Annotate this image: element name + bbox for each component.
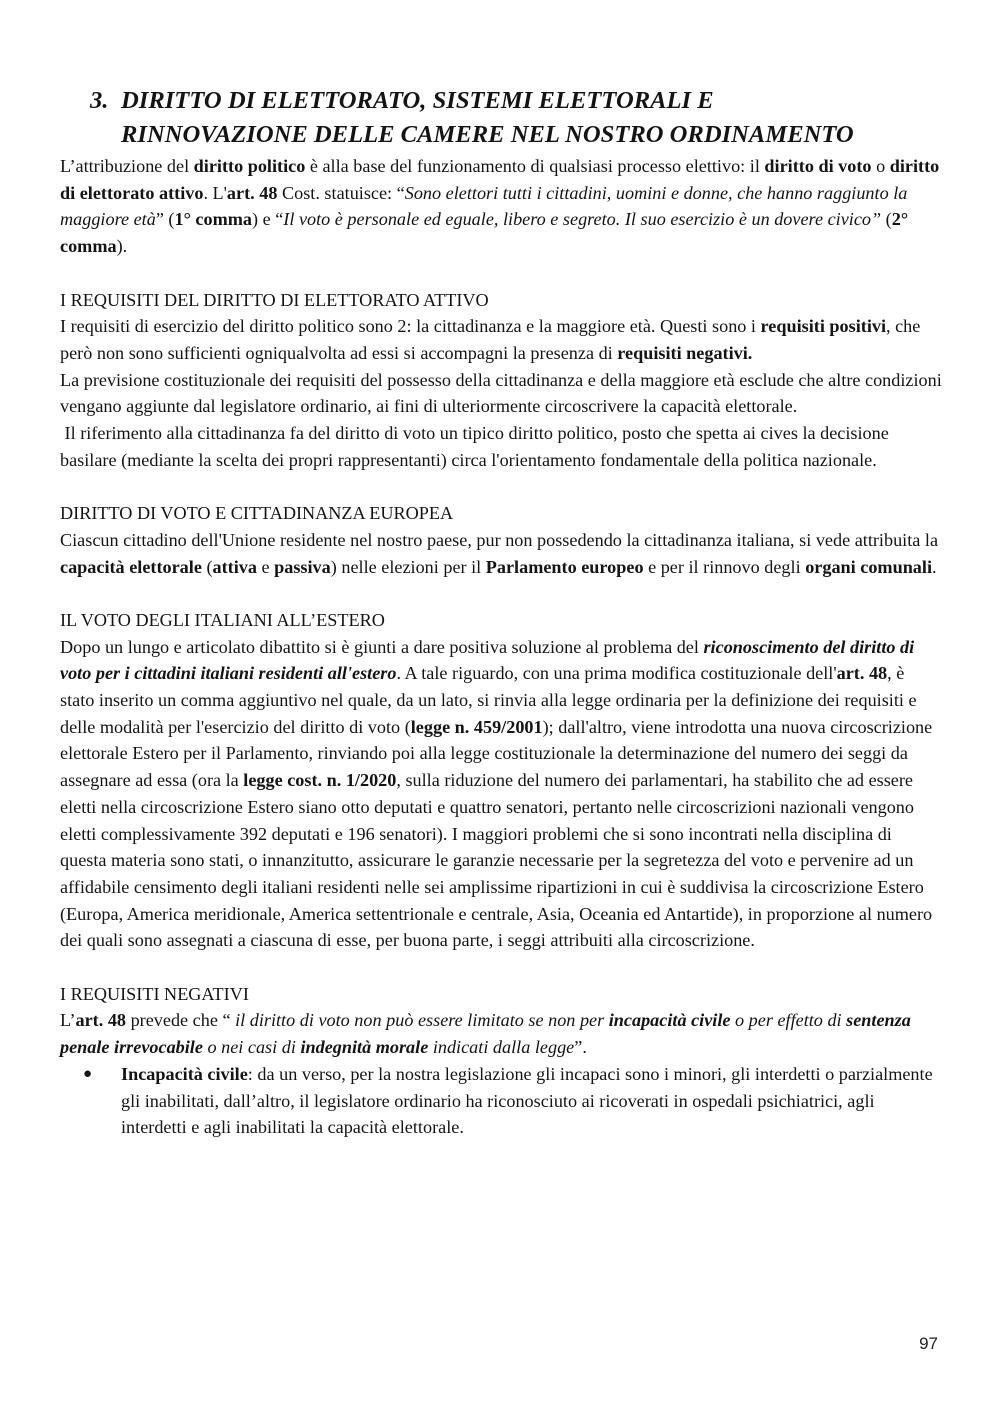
bold-run: 1° comma (174, 209, 252, 230)
bold-italic-run: indegnità morale (300, 1037, 429, 1058)
text-run: Cost. statuisce: “ (277, 182, 405, 203)
text-run: , che però non sono sufficienti ogniqualvolta ad essi si accompagni la presenza di (60, 316, 921, 363)
bold-run: art. 48 (226, 182, 278, 203)
text-run: e (256, 556, 275, 577)
requisiti-paragraph-3: Il riferimento alla cittadinanza fa del diritto di voto un tipico diritto politico, posto che spetta ai cives la decisione basilare (mediante la scelta dei propri rappresentanti) circa l'orientamento fondamentale della politica nazionale. (60, 423, 894, 470)
italic-run: indicati dalla legge (428, 1037, 575, 1058)
italic-run: Sono elettori tutti i cittadini, uomini e donne, che hanno raggiunto la maggiore età (60, 182, 908, 230)
bold-run: requisiti positivi (760, 316, 887, 337)
bold-italic-run: riconoscimento del diritto di voto per i cittadini italiani residenti all'estero (60, 636, 915, 684)
bold-italic-run: incapacità civile (608, 1010, 731, 1031)
italic-run: o per effetto di (730, 1010, 847, 1031)
bold-run: legge n. 459/2001 (410, 716, 543, 737)
bold-run: legge cost. n. 1/2020 (243, 770, 397, 791)
text-run: è alla base del funzionamento di qualsiasi processo elettivo: il (305, 156, 765, 176)
text-run: I requisiti di esercizio del diritto politico sono 2: la cittadinanza e la maggiore età. Questi sono i (60, 316, 761, 337)
paragraph-gap (60, 580, 942, 607)
bold-italic-run: sentenza penale irrevocabile (60, 1010, 911, 1058)
page-number: 97 (919, 1334, 938, 1353)
chapter-number: 3. (90, 87, 109, 114)
italic-run: il diritto di voto non può essere limitato se non per (235, 1010, 609, 1031)
text-run: ); dall'altro, viene introdotta una nuova circoscrizione elettorale Estero per il Parlamento, rinviando poi alla legge costituzionale la determinazione del numero dei seggi da assegnare ad essa (ora la (60, 716, 933, 791)
text-run: Dopo un lungo e articolato dibattito si è giunti a dare positiva soluzione al problema del (60, 636, 704, 657)
text-run: ” ( (155, 209, 175, 230)
estero-paragraph (60, 634, 942, 954)
text-run: ( (201, 556, 213, 577)
paragraph-gap (60, 473, 942, 500)
section-heading-requisiti: I REQUISITI DEL DIRITTO DI ELETTORATO ATTIVO (60, 289, 489, 310)
bold-run: diritto di elettorato attivo (60, 156, 940, 203)
text-run: ( (881, 209, 892, 230)
text-run: : da un verso, per la nostra legislazione gli incapaci sono i minori, gli interdetti o parzialmente gli inabilitati, dall’altro, il legislatore ordinario ha riconosciuto ai ricoverati in ospedali psichiatrici, agli interdetti e agli inabilitati la capacità elettorale. (121, 1063, 933, 1138)
bold-run: Incapacità civile (121, 1063, 248, 1084)
requisiti-paragraph (60, 313, 942, 366)
bold-run: organi comunali (805, 556, 933, 577)
negativi-paragraph (60, 1007, 942, 1060)
bold-run: 2° comma (60, 209, 909, 257)
bold-run: Parlamento europeo (485, 556, 644, 577)
section-heading-europea: DIRITTO DI VOTO E CITTADINANZA EUROPEA (60, 503, 454, 524)
italic-run: o nei casi di (202, 1037, 301, 1058)
bold-run: art. 48 (75, 1010, 127, 1031)
bold-run: attiva (212, 556, 257, 577)
text-run: . (932, 556, 937, 577)
bold-run: art. 48 (836, 663, 888, 684)
text-run: L’attribuzione del (60, 156, 194, 176)
bold-run: capacità elettorale (60, 556, 202, 577)
bullet-icon: ● (83, 1065, 93, 1082)
text-run: Ciascun cittadino dell'Unione residente nel nostro paese, pur non possedendo la cittadinanza italiana, si vede attribuita la (60, 529, 939, 550)
text-run: ) e “ (251, 209, 284, 230)
section-heading-negativi: I REQUISITI NEGATIVI (60, 983, 249, 1004)
text-run: ”. (574, 1037, 587, 1058)
intro-paragraph (60, 153, 942, 260)
text-run: ). (116, 236, 128, 257)
chapter-title-line-2: RINNOVAZIONE DELLE CAMERE NEL NOSTRO ORDINAMENTO (121, 120, 854, 148)
italic-run: Il voto è personale ed eguale, libero e segreto. Il suo esercizio è un dovere civico” (283, 209, 882, 230)
body-text (60, 153, 942, 1141)
list-item (83, 1061, 942, 1141)
text-run: prevede che “ (126, 1010, 236, 1031)
text-run: , è stato inserito un comma aggiuntivo nel quale, da un lato, si rinvia alla legge ordinaria per la definizione dei requisiti e delle modalità per l'esercizio del diritto di voto ( (60, 663, 917, 737)
europea-paragraph (60, 527, 942, 580)
text-run: L’ (60, 1010, 76, 1031)
text-run: o (871, 156, 890, 176)
text-run: . L' (203, 182, 227, 203)
chapter-title-line-1: DIRITTO DI ELETTORATO, SISTEMI ELETTORALI E (121, 87, 714, 114)
requisiti-paragraph-2: La previsione costituzionale dei requisiti del possesso della cittadinanza e della maggiore età esclude che altre condizioni vengano aggiunte dal legislatore ordinario, ai fini di ulteriormente circoscrivere la capacità elettorale. (60, 369, 942, 417)
chapter-title (90, 84, 970, 151)
bold-run: diritto di voto (764, 156, 872, 176)
bold-run: requisiti negativi. (617, 342, 753, 363)
paragraph-gap (60, 260, 942, 287)
paragraph-gap (60, 954, 942, 981)
bold-run: diritto politico (193, 156, 306, 176)
bullet-list (60, 1061, 942, 1141)
bold-run: passiva (274, 556, 331, 577)
text-run: . A tale riguardo, con una prima modifica costituzionale dell' (396, 663, 837, 684)
section-heading-estero: IL VOTO DEGLI ITALIANI ALL’ESTERO (60, 609, 385, 630)
text-run: , sulla riduzione del numero dei parlamentari, ha stabilito che ad essere eletti nella circoscrizione Estero siano otto deputati e quattro senatori, pertanto nelle circoscrizioni nazionali vengono eletti complessivamente 392 deputati e 196 senatori). I maggiori problemi che si sono incontrati nella disciplina di questa materia sono stati, o innanzitutto, assicurare le garanzie necessarie per la segretezza del voto e pervenire ad un affidabile censimento degli italiani residenti nelle sei amplissime ripartizioni in cui è suddivisa la circoscrizione Estero (Europa, America meridionale, America settentrionale e centrale, Asia, Oceania ed Antartide), in proporzione al numero dei quali sono assegnati a ciascuna di esse, per buona parte, i seggi attribuiti alla circoscrizione. (60, 770, 933, 951)
text-run: e per il rinnovo degli (643, 556, 806, 577)
text-run: ) nelle elezioni per il (330, 556, 486, 577)
